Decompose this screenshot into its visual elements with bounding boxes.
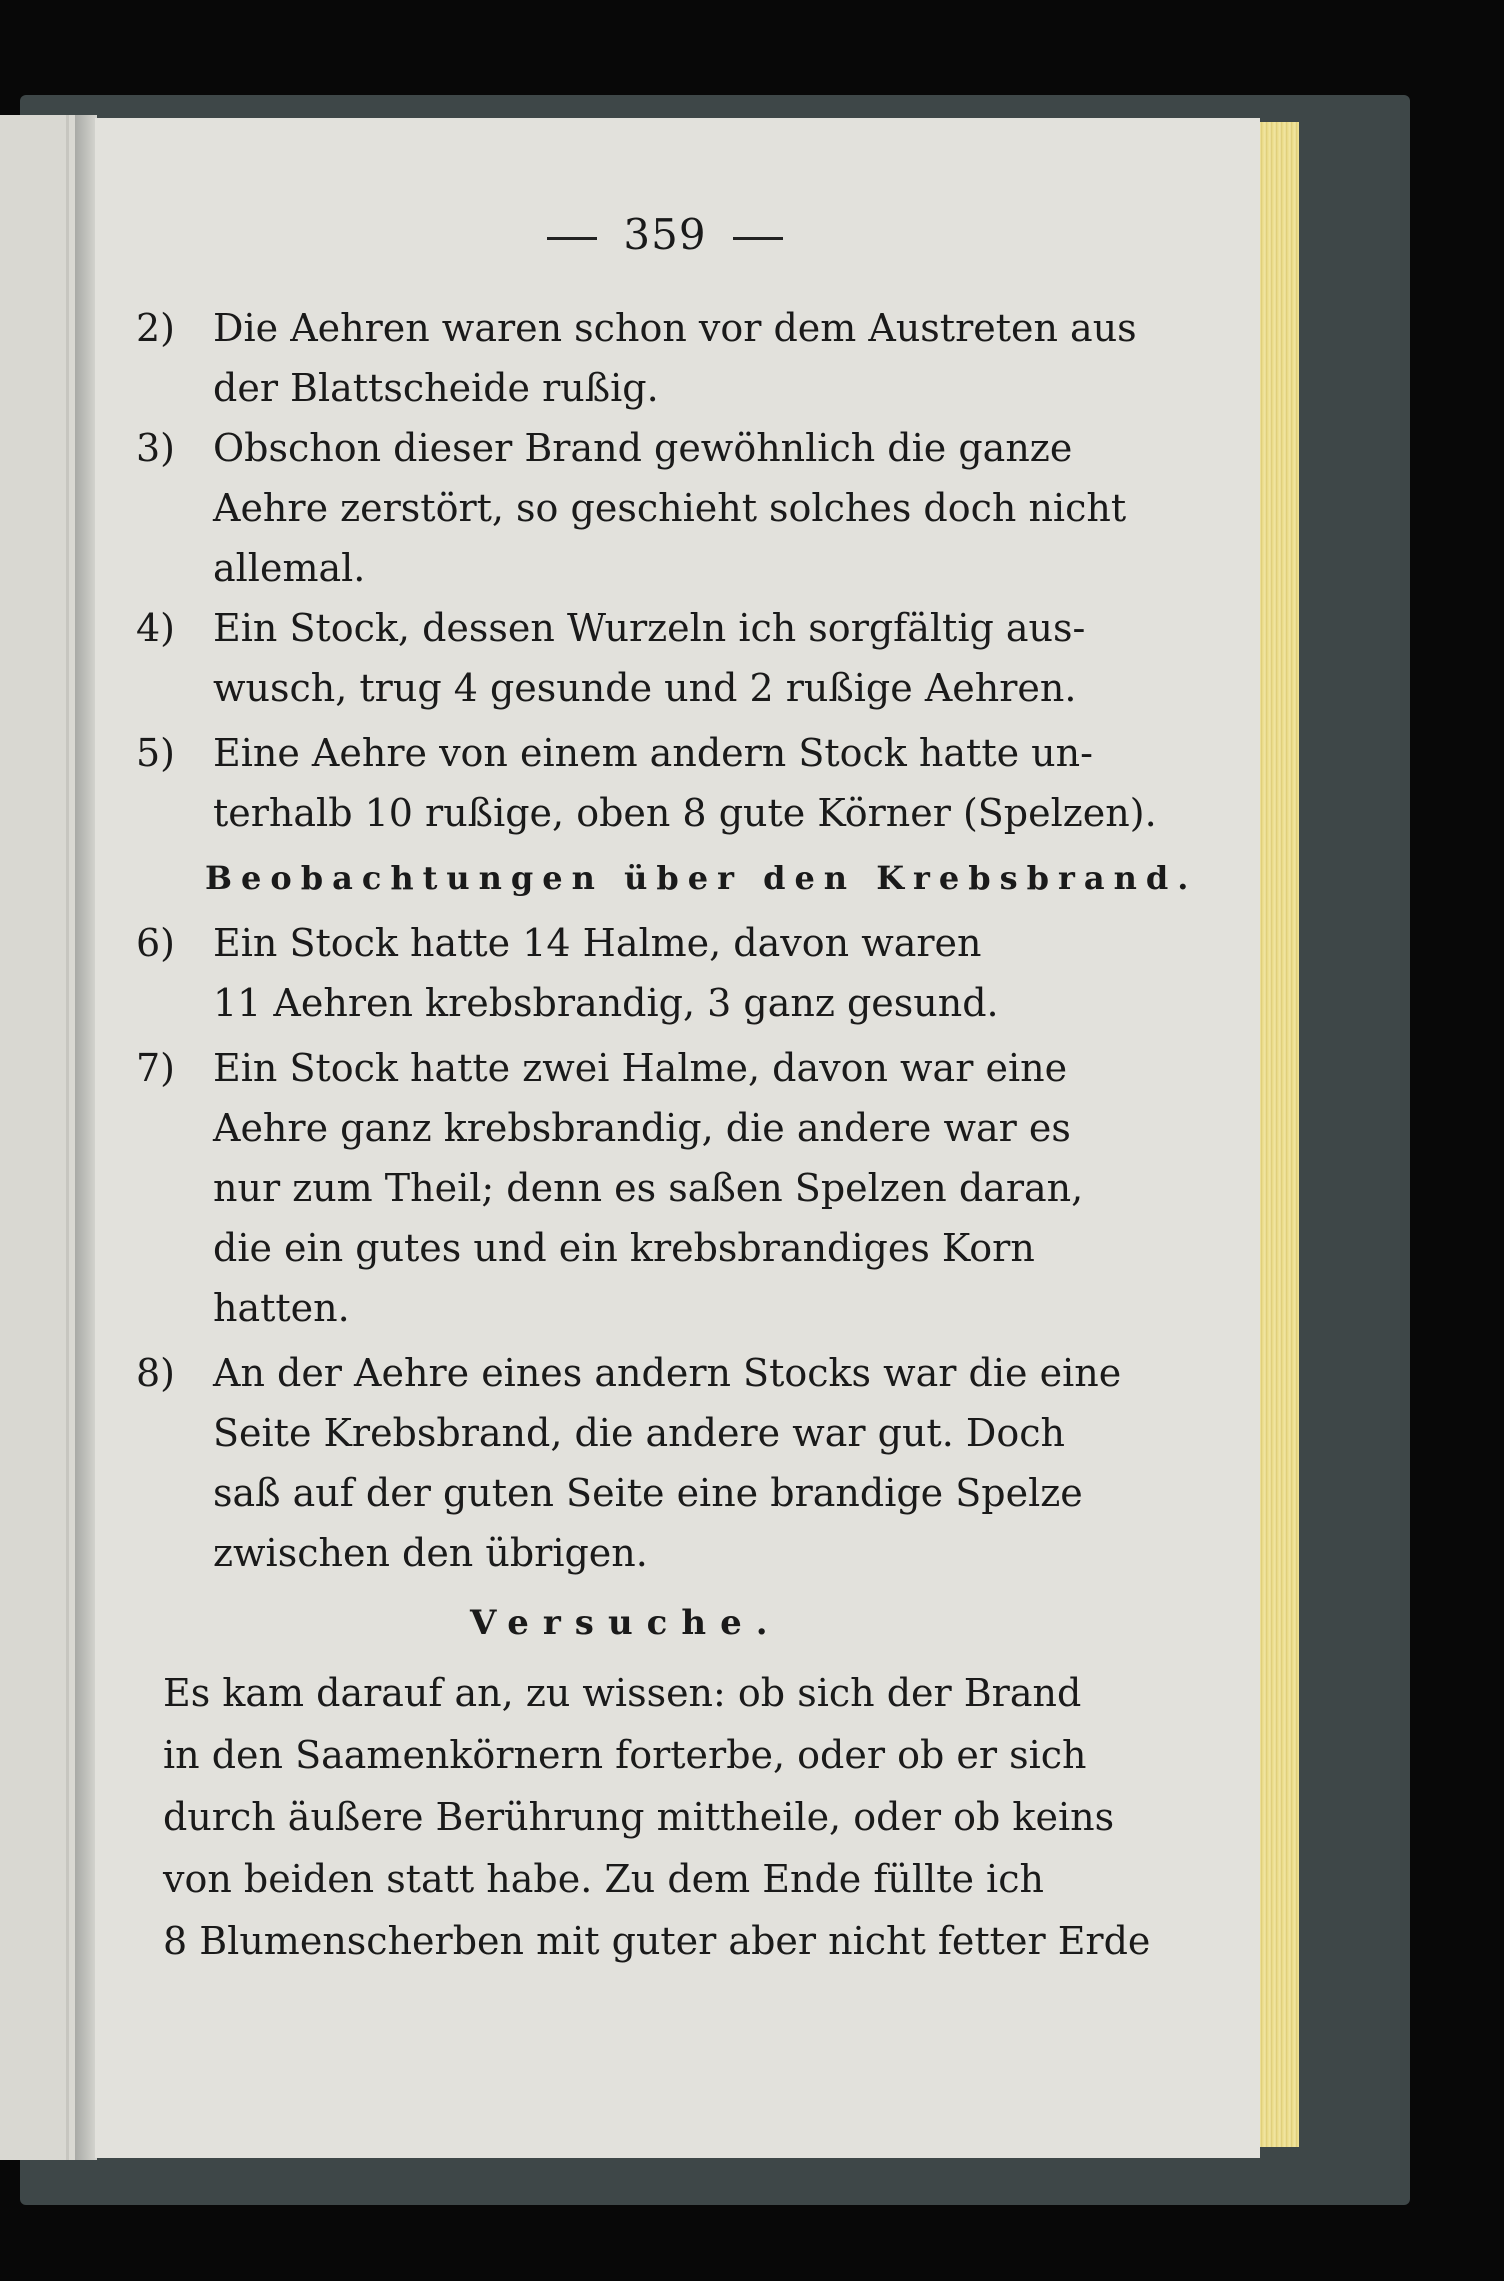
text-line: Eine Aehre von einem andern Stock hatte un- [213, 731, 1093, 775]
paragraph-line: durch äußere Berührung mittheile, oder ob keins [163, 1795, 1115, 1839]
paragraph-line: von beiden statt habe. Zu dem Ende füllte ich [163, 1857, 1044, 1901]
text-line: nur zum Theil; denn es saßen Spelzen daran, [213, 1166, 1084, 1210]
text-line: saß auf der guten Seite eine brandige Spelze [213, 1471, 1083, 1515]
page-number: 359 [623, 210, 707, 259]
item-number: 8) [135, 1351, 175, 1395]
text-line: allemal. [213, 546, 366, 590]
text-line: hatten. [213, 1286, 350, 1330]
text-line: Ein Stock hatte zwei Halme, davon war eine [213, 1046, 1068, 1090]
text-line: An der Aehre eines andern Stocks war die eine [213, 1351, 1122, 1395]
item-number: 7) [135, 1046, 175, 1090]
text-line: Aehre zerstört, so geschieht solches doch nicht [213, 486, 1127, 530]
text-line: Obschon dieser Brand gewöhnlich die ganze [213, 426, 1073, 470]
text-line: 11 Aehren krebsbrandig, 3 ganz gesund. [213, 981, 999, 1025]
book-gutter [75, 115, 97, 2160]
item-number: 2) [135, 306, 175, 350]
text-line: die ein gutes und ein krebsbrandiges Korn [213, 1226, 1035, 1270]
text-line: wusch, trug 4 gesunde und 2 rußige Aehren. [213, 666, 1077, 710]
text-line: Die Aehren waren schon vor dem Austreten aus [213, 306, 1137, 350]
item-number: 4) [135, 606, 175, 650]
previous-page [0, 115, 77, 2160]
paragraph-line: Es kam darauf an, zu wissen: ob sich der Brand [163, 1671, 1082, 1715]
header-dash-left [547, 237, 597, 240]
text-line: der Blattscheide rußig. [213, 366, 659, 410]
text-line: Seite Krebsbrand, die andere war gut. Doch [213, 1411, 1065, 1455]
text-line: terhalb 10 rußige, oben 8 gute Körner (Spelzen). [213, 791, 1157, 835]
text-line: Ein Stock, dessen Wurzeln ich sorgfältig aus- [213, 606, 1086, 650]
page-block-edges [1255, 122, 1299, 2147]
item-number: 6) [135, 921, 175, 965]
page-edge [66, 115, 69, 2160]
page-header [455, 210, 875, 259]
section-heading: Beobachtungen über den Krebsbrand. [205, 859, 1198, 897]
paragraph-line: 8 Blumenscherben mit guter aber nicht fetter Erde [163, 1919, 1151, 1963]
header-dash-right [733, 237, 783, 240]
book-page [95, 118, 1260, 2158]
item-number: 3) [135, 426, 175, 470]
text-line: Aehre ganz krebsbrandig, die andere war es [213, 1106, 1071, 1150]
item-number: 5) [135, 731, 175, 775]
text-line: Ein Stock hatte 14 Halme, davon waren [213, 921, 982, 965]
versuche-heading: Versuche. [470, 1603, 782, 1643]
text-line: zwischen den übrigen. [213, 1531, 648, 1575]
paragraph-line: in den Saamenkörnern forterbe, oder ob er sich [163, 1733, 1087, 1777]
page-text [95, 118, 1260, 2158]
